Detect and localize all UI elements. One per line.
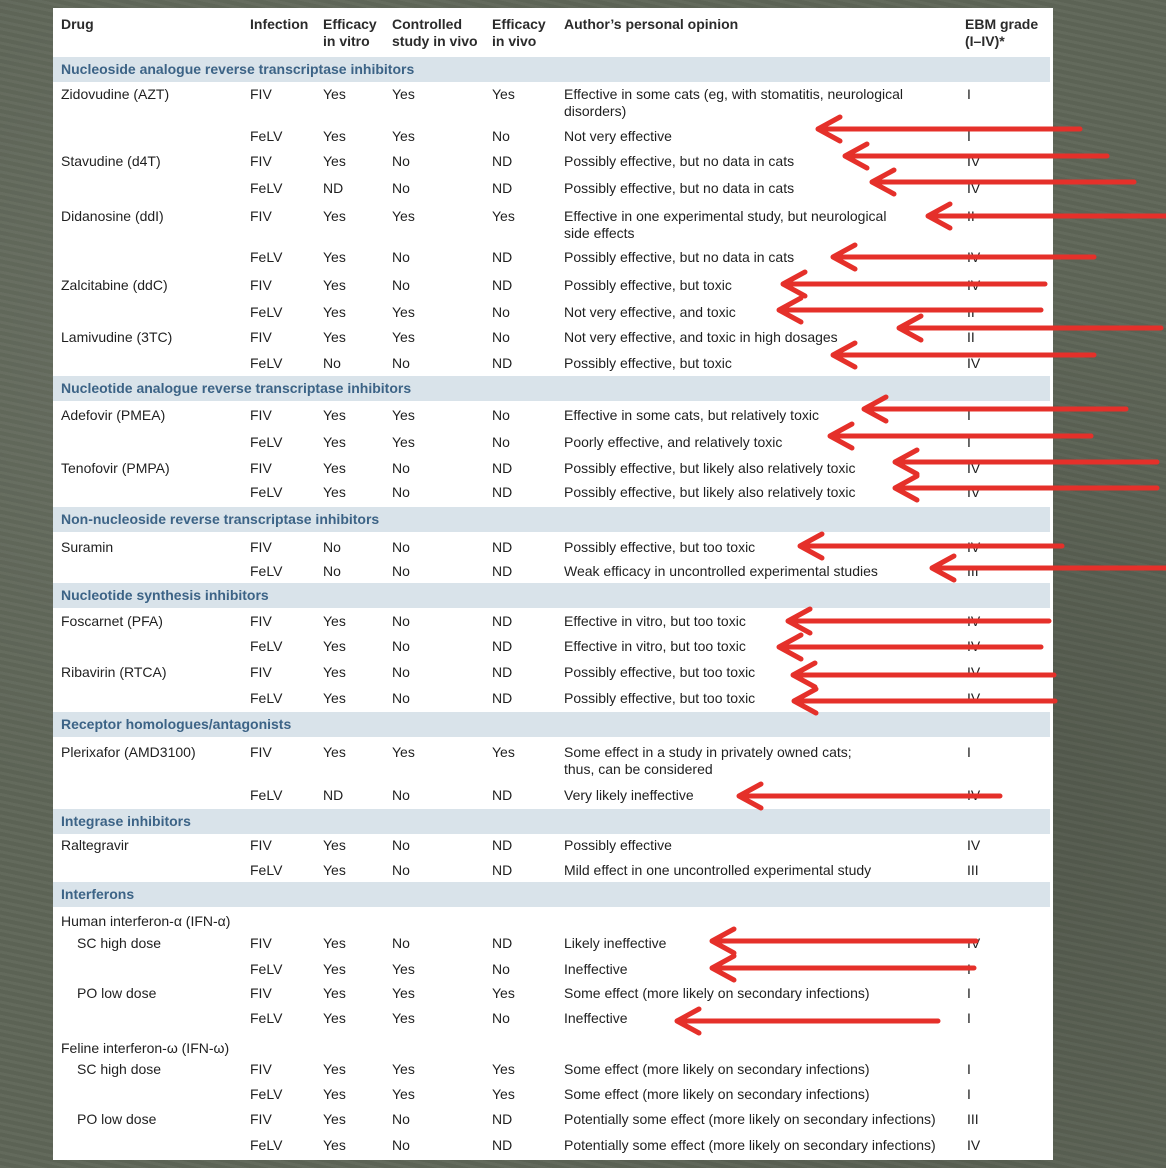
efficacy-vivo-cell: No (492, 1010, 510, 1026)
efficacy-vivo-cell: ND (492, 690, 513, 706)
efficacy-vivo-cell: No (492, 329, 510, 345)
efficacy-vitro-cell: Yes (323, 329, 346, 345)
ebm-grade-cell: IV (967, 1137, 981, 1153)
ebm-grade-cell: I (967, 407, 971, 423)
infection-cell: FIV (250, 407, 272, 423)
controlled-study-cell: No (392, 355, 410, 371)
ebm-grade-cell: I (967, 1061, 971, 1077)
efficacy-vitro-cell: Yes (323, 638, 346, 654)
ebm-grade-cell: III (967, 1111, 979, 1127)
opinion-cell: Possibly effective, but too toxic (564, 539, 756, 555)
efficacy-vivo-cell: No (492, 128, 510, 144)
efficacy-vitro-cell: Yes (323, 128, 346, 144)
ebm-grade-cell: III (967, 862, 979, 878)
infection-cell: FIV (250, 153, 272, 169)
section-title: Nucleotide synthesis inhibitors (61, 587, 269, 603)
ebm-grade-cell: IV (967, 613, 981, 629)
infection-cell: FeLV (250, 787, 283, 803)
efficacy-vitro-cell: Yes (323, 1086, 346, 1102)
header-efficacy-vitro-1: Efficacy (323, 16, 377, 32)
section-band (53, 712, 1050, 737)
ebm-grade-cell: IV (967, 355, 981, 371)
infection-cell: FeLV (250, 128, 283, 144)
efficacy-vitro-cell: No (323, 355, 341, 371)
controlled-study-cell: Yes (392, 985, 415, 1001)
section-title: Interferons (61, 886, 135, 902)
opinion-cell: Poorly effective, and relatively toxic (564, 434, 783, 450)
ebm-grade-cell: I (967, 744, 971, 760)
controlled-study-cell: No (392, 249, 410, 265)
infection-cell: FIV (250, 613, 272, 629)
opinion-cell: Effective in one experimental study, but neurological (564, 208, 887, 224)
opinion-cell: Possibly effective, but toxic (564, 277, 732, 293)
opinion-cell: Not very effective, and toxic in high dosages (564, 329, 838, 345)
opinion-cell: Some effect (more likely on secondary infections) (564, 1061, 870, 1077)
drug-name: PO low dose (77, 1111, 157, 1127)
efficacy-vivo-cell: ND (492, 563, 513, 579)
efficacy-vitro-cell: Yes (323, 277, 346, 293)
infection-cell: FIV (250, 329, 272, 345)
infection-cell: FIV (250, 935, 272, 951)
controlled-study-cell: No (392, 638, 410, 654)
controlled-study-cell: No (392, 837, 410, 853)
opinion-cell: Possibly effective, but likely also relatively toxic (564, 460, 856, 476)
drug-name: PO low dose (77, 985, 157, 1001)
infection-cell: FIV (250, 539, 272, 555)
infection-cell: FIV (250, 460, 272, 476)
header-ebm-1: EBM grade (965, 16, 1039, 32)
infection-cell: FeLV (250, 304, 283, 320)
ebm-grade-cell: IV (967, 539, 981, 555)
efficacy-vivo-cell: ND (492, 460, 513, 476)
ebm-grade-cell: IV (967, 664, 981, 680)
header-controlled-1: Controlled (392, 16, 462, 32)
opinion-cell: Not very effective, and toxic (564, 304, 736, 320)
ebm-grade-cell: I (967, 1086, 971, 1102)
drug-name: Raltegravir (61, 837, 129, 853)
ebm-grade-cell: IV (967, 460, 981, 476)
infection-cell: FeLV (250, 1010, 283, 1026)
controlled-study-cell: No (392, 484, 410, 500)
opinion-cell: thus, can be considered (564, 761, 713, 777)
efficacy-vitro-cell: Yes (323, 613, 346, 629)
efficacy-vitro-cell: Yes (323, 1010, 346, 1026)
controlled-study-cell: Yes (392, 744, 415, 760)
opinion-cell: Possibly effective, but likely also relatively toxic (564, 484, 856, 500)
controlled-study-cell: Yes (392, 128, 415, 144)
efficacy-vivo-cell: Yes (492, 985, 515, 1001)
opinion-cell: Possibly effective, but toxic (564, 355, 732, 371)
ebm-grade-cell: IV (967, 787, 981, 803)
efficacy-vitro-cell: ND (323, 787, 344, 803)
ebm-grade-cell: I (967, 985, 971, 1001)
efficacy-vivo-cell: Yes (492, 1086, 515, 1102)
opinion-cell: Possibly effective, but no data in cats (564, 153, 795, 169)
controlled-study-cell: No (392, 180, 410, 196)
efficacy-vivo-cell: ND (492, 180, 513, 196)
ebm-grade-cell: I (967, 961, 971, 977)
drug-name: Didanosine (ddI) (61, 208, 164, 224)
efficacy-vitro-cell: Yes (323, 985, 346, 1001)
efficacy-vivo-cell: ND (492, 1111, 513, 1127)
efficacy-vitro-cell: Yes (323, 862, 346, 878)
infection-cell: FeLV (250, 961, 283, 977)
efficacy-vivo-cell: ND (492, 837, 513, 853)
efficacy-vivo-cell: ND (492, 935, 513, 951)
controlled-study-cell: Yes (392, 1086, 415, 1102)
opinion-cell: Effective in vitro, but too toxic (564, 613, 746, 629)
controlled-study-cell: No (392, 563, 410, 579)
efficacy-vivo-cell: No (492, 434, 510, 450)
header-infection: Infection (250, 16, 309, 32)
infection-cell: FeLV (250, 1137, 283, 1153)
opinion-cell: Possibly effective, but no data in cats (564, 249, 795, 265)
controlled-study-cell: No (392, 862, 410, 878)
efficacy-vivo-cell: ND (492, 153, 513, 169)
drug-name: SC high dose (77, 1061, 162, 1077)
controlled-study-cell: Yes (392, 86, 415, 102)
infection-cell: FIV (250, 86, 272, 102)
header-efficacy-vitro-2: in vitro (323, 33, 370, 49)
efficacy-vivo-cell: Yes (492, 86, 515, 102)
ebm-grade-cell: I (967, 86, 971, 102)
section-title: Receptor homologues/antagonists (61, 716, 292, 732)
opinion-cell: Possibly effective, but too toxic (564, 690, 756, 706)
infection-cell: FIV (250, 837, 272, 853)
infection-cell: FeLV (250, 690, 283, 706)
opinion-cell: disorders) (564, 103, 627, 119)
drug-name: Human interferon-α (IFN-α) (61, 913, 231, 929)
controlled-study-cell: No (392, 539, 410, 555)
section-band (53, 507, 1050, 532)
drug-name: Ribavirin (RTCA) (61, 664, 167, 680)
efficacy-vivo-cell: ND (492, 862, 513, 878)
efficacy-vitro-cell: Yes (323, 1111, 346, 1127)
opinion-cell: Potentially some effect (more likely on secondary infections) (564, 1111, 936, 1127)
efficacy-vitro-cell: Yes (323, 153, 346, 169)
ebm-grade-cell: IV (967, 837, 981, 853)
ebm-grade-cell: I (967, 1010, 971, 1026)
controlled-study-cell: Yes (392, 961, 415, 977)
opinion-cell: Effective in some cats, but relatively toxic (564, 407, 819, 423)
efficacy-vivo-cell: No (492, 407, 510, 423)
infection-cell: FeLV (250, 1086, 283, 1102)
drug-name: Suramin (61, 539, 114, 555)
drug-name: Zidovudine (AZT) (61, 86, 170, 102)
efficacy-vitro-cell: Yes (323, 484, 346, 500)
controlled-study-cell: No (392, 613, 410, 629)
efficacy-vitro-cell: Yes (323, 664, 346, 680)
header-efficacy-vivo-2: in vivo (492, 33, 537, 49)
efficacy-vitro-cell: Yes (323, 690, 346, 706)
efficacy-vivo-cell: ND (492, 484, 513, 500)
ebm-grade-cell: IV (967, 690, 981, 706)
controlled-study-cell: Yes (392, 407, 415, 423)
ebm-grade-cell: II (967, 304, 975, 320)
efficacy-vivo-cell: ND (492, 277, 513, 293)
ebm-grade-cell: III (967, 563, 979, 579)
ebm-grade-cell: I (967, 434, 971, 450)
opinion-cell: Some effect in a study in privately owned cats; (564, 744, 852, 760)
ebm-grade-cell: IV (967, 638, 981, 654)
efficacy-vitro-cell: Yes (323, 434, 346, 450)
section-title: Nucleoside analogue reverse transcriptase inhibitors (61, 61, 415, 77)
controlled-study-cell: No (392, 690, 410, 706)
controlled-study-cell: No (392, 1137, 410, 1153)
efficacy-vitro-cell: Yes (323, 961, 346, 977)
drug-name: Plerixafor (AMD3100) (61, 744, 196, 760)
controlled-study-cell: Yes (392, 329, 415, 345)
section-title: Non-nucleoside reverse transcriptase inhibitors (61, 511, 380, 527)
controlled-study-cell: No (392, 1111, 410, 1127)
header-ebm-2: (I–IV)* (965, 33, 1005, 49)
controlled-study-cell: No (392, 460, 410, 476)
opinion-cell: Some effect (more likely on secondary infections) (564, 1086, 870, 1102)
efficacy-vitro-cell: Yes (323, 304, 346, 320)
efficacy-vivo-cell: No (492, 961, 510, 977)
efficacy-vitro-cell: No (323, 563, 341, 579)
opinion-cell: side effects (564, 225, 635, 241)
efficacy-vivo-cell: Yes (492, 208, 515, 224)
efficacy-vitro-cell: Yes (323, 460, 346, 476)
infection-cell: FeLV (250, 862, 283, 878)
section-title: Integrase inhibitors (61, 813, 191, 829)
infection-cell: FIV (250, 1061, 272, 1077)
opinion-cell: Effective in some cats (eg, with stomatitis, neurological (564, 86, 904, 102)
efficacy-vitro-cell: Yes (323, 744, 346, 760)
opinion-cell: Ineffective (564, 961, 628, 977)
opinion-cell: Some effect (more likely on secondary infections) (564, 985, 870, 1001)
infection-cell: FIV (250, 208, 272, 224)
efficacy-vivo-cell: ND (492, 638, 513, 654)
drug-name: Stavudine (d4T) (61, 153, 161, 169)
drug-name: SC high dose (77, 935, 162, 951)
controlled-study-cell: Yes (392, 434, 415, 450)
efficacy-vitro-cell: No (323, 539, 341, 555)
efficacy-vitro-cell: Yes (323, 837, 346, 853)
opinion-cell: Very likely ineffective (564, 787, 694, 803)
drug-efficacy-table (53, 8, 1053, 1160)
controlled-study-cell: No (392, 787, 410, 803)
efficacy-vivo-cell: ND (492, 249, 513, 265)
infection-cell: FeLV (250, 434, 283, 450)
controlled-study-cell: Yes (392, 1061, 415, 1077)
infection-cell: FIV (250, 277, 272, 293)
ebm-grade-cell: IV (967, 180, 981, 196)
header-drug: Drug (61, 16, 94, 32)
section-band (53, 583, 1050, 608)
section-band (53, 57, 1050, 82)
drug-name: Feline interferon-ω (IFN-ω) (61, 1040, 230, 1056)
ebm-grade-cell: I (967, 128, 971, 144)
efficacy-vitro-cell: Yes (323, 407, 346, 423)
opinion-cell: Effective in vitro, but too toxic (564, 638, 746, 654)
infection-cell: FeLV (250, 484, 283, 500)
controlled-study-cell: No (392, 935, 410, 951)
efficacy-vitro-cell: Yes (323, 86, 346, 102)
ebm-grade-cell: II (967, 329, 975, 345)
drug-name: Foscarnet (PFA) (61, 613, 163, 629)
controlled-study-cell: No (392, 153, 410, 169)
infection-cell: FIV (250, 744, 272, 760)
ebm-grade-cell: IV (967, 277, 981, 293)
efficacy-vivo-cell: ND (492, 613, 513, 629)
efficacy-vivo-cell: ND (492, 539, 513, 555)
section-title: Nucleotide analogue reverse transcriptase inhibitors (61, 380, 412, 396)
header-opinion: Author’s personal opinion (564, 16, 739, 32)
infection-cell: FeLV (250, 563, 283, 579)
efficacy-vivo-cell: No (492, 304, 510, 320)
infection-cell: FeLV (250, 249, 283, 265)
infection-cell: FIV (250, 985, 272, 1001)
section-band (53, 882, 1050, 907)
efficacy-vivo-cell: ND (492, 1137, 513, 1153)
header-controlled-2: study in vivo (392, 33, 478, 49)
opinion-cell: Ineffective (564, 1010, 628, 1026)
opinion-cell: Mild effect in one uncontrolled experimental study (564, 862, 872, 878)
ebm-grade-cell: IV (967, 153, 981, 169)
efficacy-vitro-cell: Yes (323, 1137, 346, 1153)
infection-cell: FeLV (250, 638, 283, 654)
opinion-cell: Possibly effective (564, 837, 672, 853)
efficacy-vivo-cell: ND (492, 787, 513, 803)
efficacy-vitro-cell: ND (323, 180, 344, 196)
opinion-cell: Likely ineffective (564, 935, 667, 951)
infection-cell: FIV (250, 664, 272, 680)
ebm-grade-cell: IV (967, 249, 981, 265)
drug-name: Zalcitabine (ddC) (61, 277, 168, 293)
efficacy-vivo-cell: ND (492, 664, 513, 680)
drug-name: Tenofovir (PMPA) (61, 460, 170, 476)
section-band (53, 809, 1050, 834)
opinion-cell: Weak efficacy in uncontrolled experimental studies (564, 563, 878, 579)
controlled-study-cell: Yes (392, 208, 415, 224)
infection-cell: FIV (250, 1111, 272, 1127)
opinion-cell: Possibly effective, but no data in cats (564, 180, 795, 196)
efficacy-vitro-cell: Yes (323, 208, 346, 224)
efficacy-vivo-cell: Yes (492, 1061, 515, 1077)
controlled-study-cell: No (392, 277, 410, 293)
section-band (53, 376, 1050, 401)
drug-name: Adefovir (PMEA) (61, 407, 166, 423)
opinion-cell: Potentially some effect (more likely on secondary infections) (564, 1137, 936, 1153)
drug-name: Lamivudine (3TC) (61, 329, 173, 345)
efficacy-vitro-cell: Yes (323, 1061, 346, 1077)
efficacy-vivo-cell: ND (492, 355, 513, 371)
ebm-grade-cell: IV (967, 484, 981, 500)
controlled-study-cell: Yes (392, 1010, 415, 1026)
opinion-cell: Not very effective (564, 128, 672, 144)
efficacy-vitro-cell: Yes (323, 249, 346, 265)
ebm-grade-cell: IV (967, 935, 981, 951)
infection-cell: FeLV (250, 180, 283, 196)
efficacy-vivo-cell: Yes (492, 744, 515, 760)
controlled-study-cell: Yes (392, 304, 415, 320)
infection-cell: FeLV (250, 355, 283, 371)
header-efficacy-vivo-1: Efficacy (492, 16, 546, 32)
controlled-study-cell: No (392, 664, 410, 680)
ebm-grade-cell: II (967, 208, 975, 224)
efficacy-vitro-cell: Yes (323, 935, 346, 951)
opinion-cell: Possibly effective, but too toxic (564, 664, 756, 680)
